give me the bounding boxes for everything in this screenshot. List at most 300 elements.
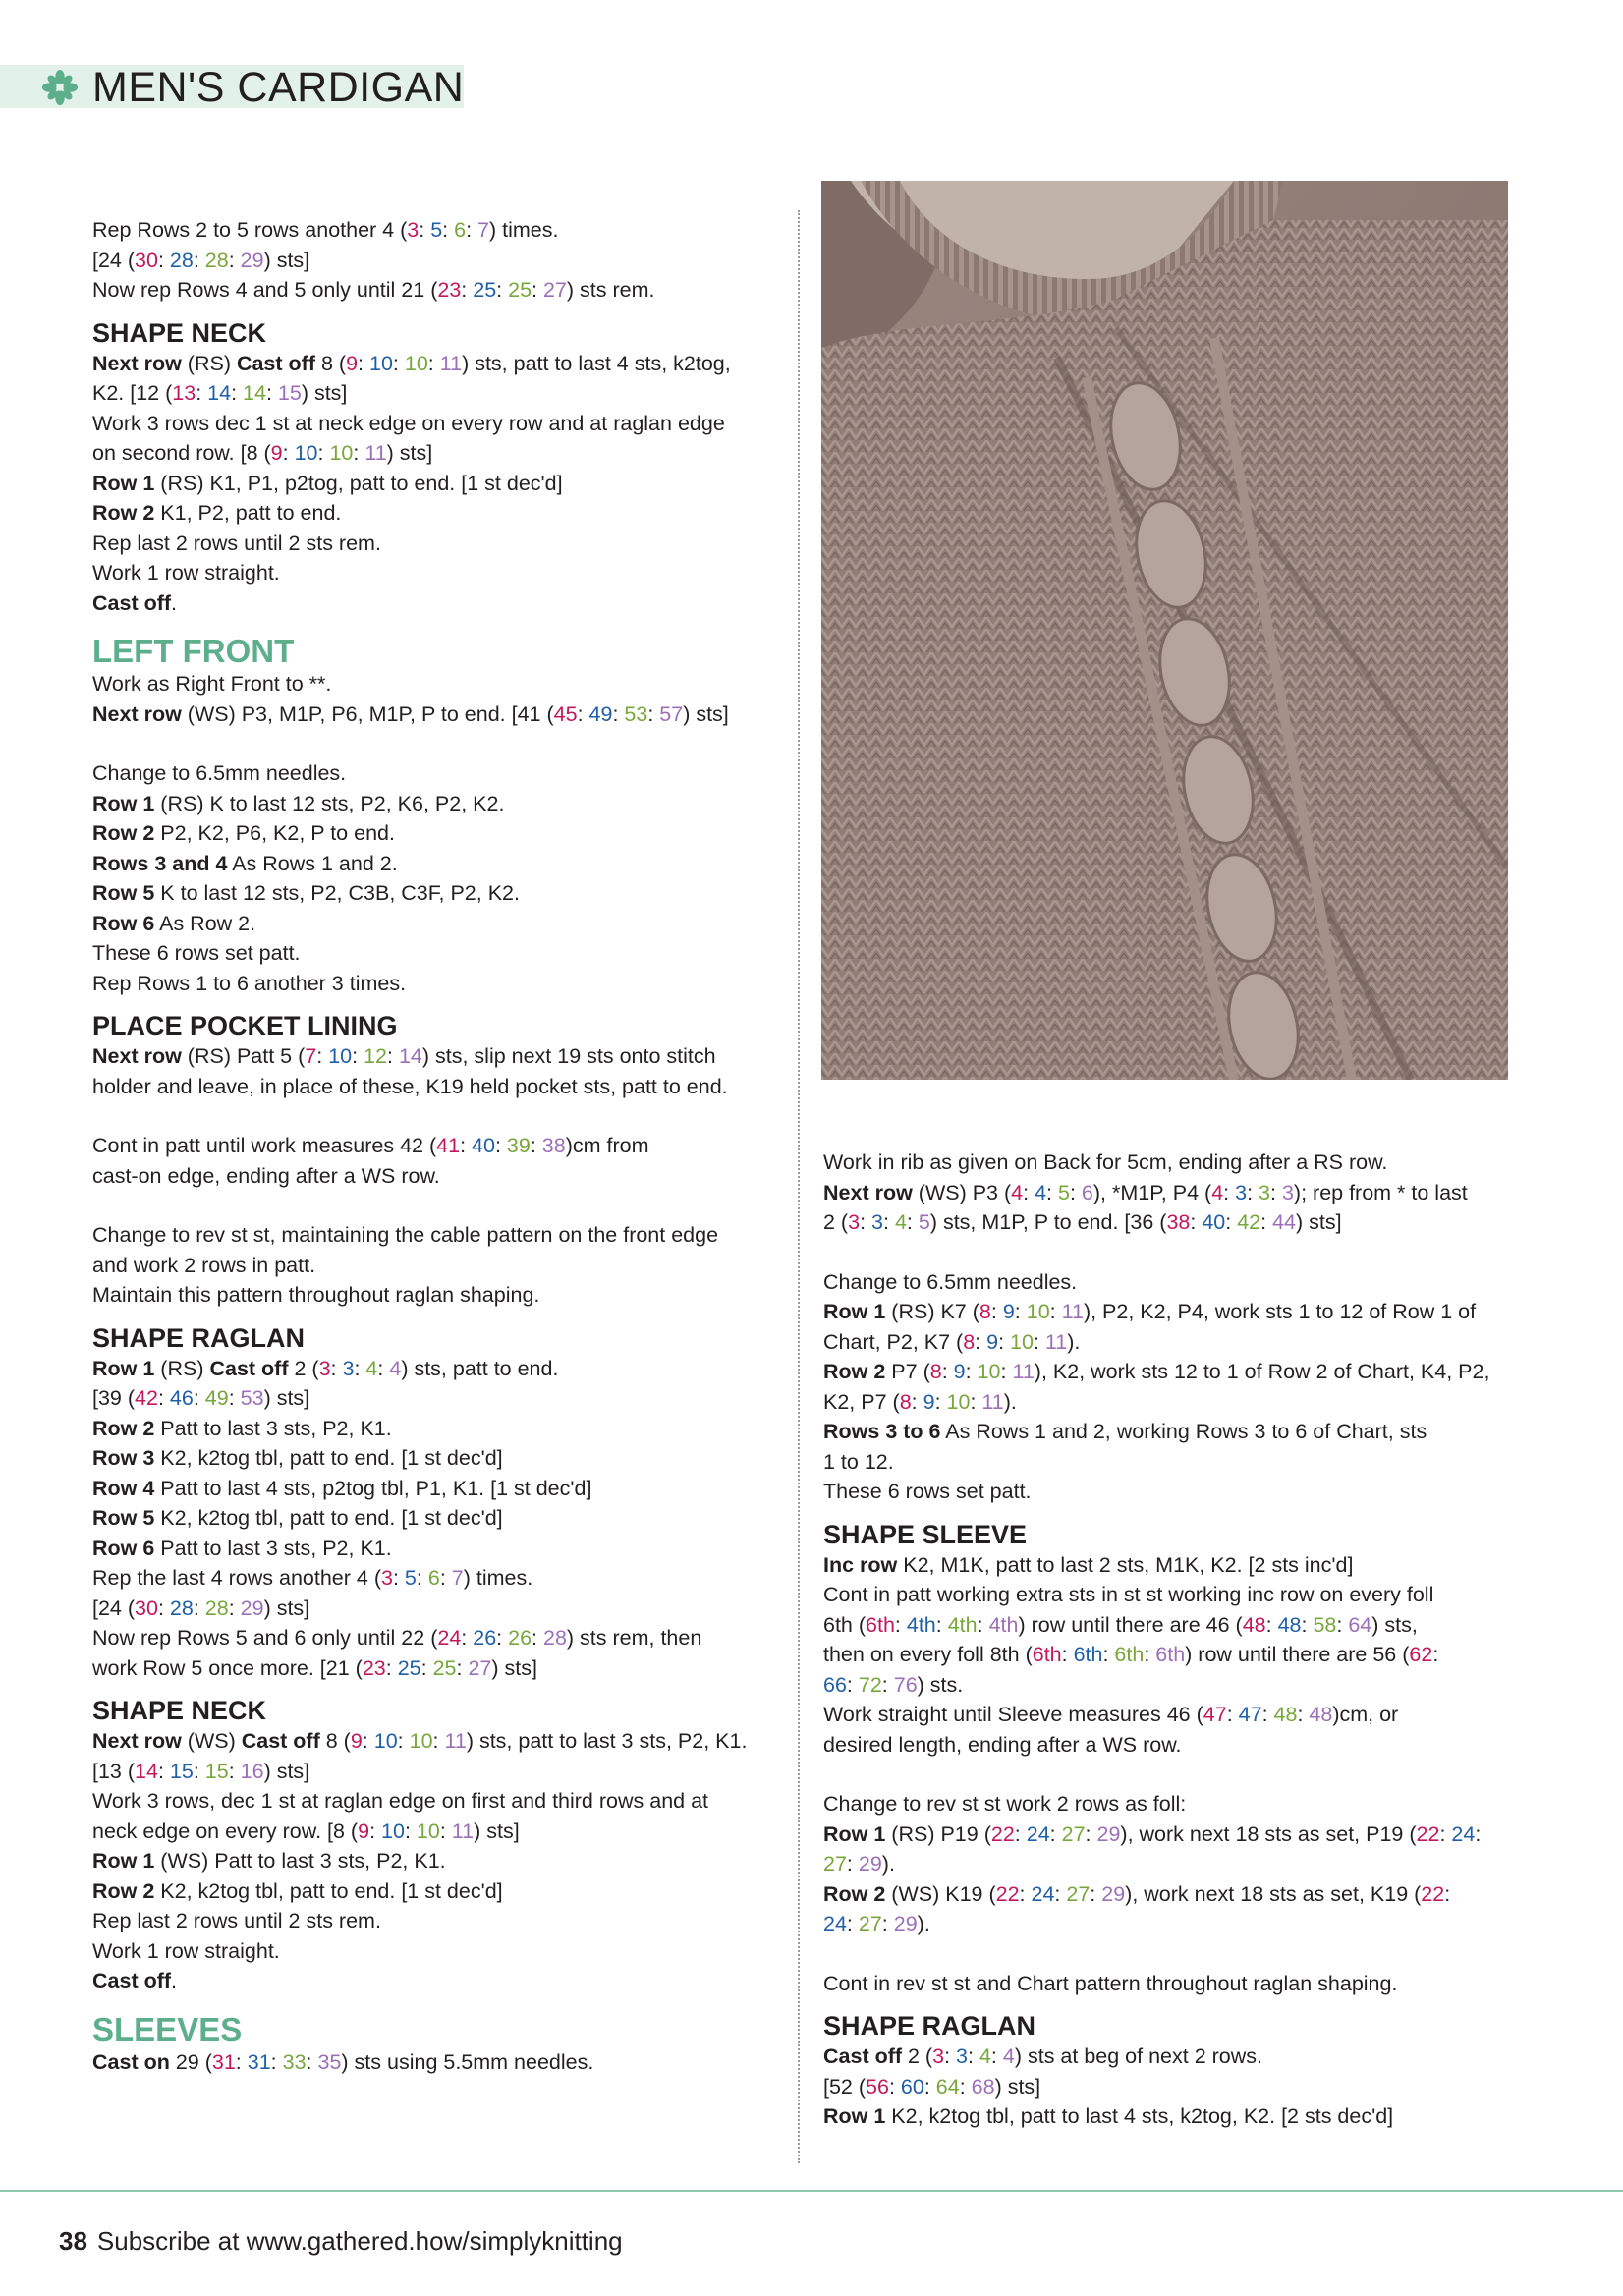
right-column [823, 1148, 1511, 2132]
text-segment: : [228, 1386, 241, 1410]
bold-term: Row 5 [92, 881, 155, 905]
text-segment: : [1069, 1180, 1082, 1204]
left-column [92, 215, 780, 2077]
text-segment: : [193, 1386, 205, 1410]
text-segment: Patt to last 3 sts, P2, K1. [154, 1536, 392, 1560]
instruction-line [92, 438, 780, 469]
text-segment: ) sts. [917, 1672, 964, 1697]
size-value: 48 [1309, 1703, 1333, 1726]
text-segment: : [1439, 1821, 1452, 1846]
text-segment: (RS) K1, P1, p2tog, patt to end. [1 st dec'd] [154, 471, 563, 495]
size-value: 25 [432, 1655, 457, 1680]
text-segment: : [1261, 1703, 1274, 1726]
instruction-line [92, 529, 780, 559]
text-segment: : [1247, 1180, 1259, 1204]
instruction-line [823, 1879, 1511, 1910]
text-segment: ) sts, patt to last 4 sts, k2tog, [462, 351, 731, 375]
text-segment: : [228, 1596, 241, 1620]
instruction-line [823, 1550, 1511, 1581]
text-segment: : [306, 2049, 318, 2074]
text-segment: : [647, 701, 660, 726]
text-segment: [13 ( [92, 1759, 136, 1783]
size-value: 11 [1012, 1360, 1035, 1383]
section-heading: SHAPE NECK [92, 317, 267, 348]
size-value: 31 [211, 2049, 236, 2074]
text-segment: : [228, 248, 241, 272]
text-segment: : [894, 1612, 907, 1637]
text-segment: K2, k2tog tbl, patt to end. [1 st dec'd] [154, 1506, 503, 1530]
text-segment: : [1225, 1210, 1238, 1234]
size-value: 4th [947, 1612, 978, 1637]
instruction-line [823, 1969, 1511, 1999]
size-value: 7 [305, 1044, 317, 1068]
subscribe-link[interactable]: Subscribe at www.gathered.how/simplyknitting [96, 2226, 623, 2256]
text-segment: Change to 6.5mm needles. [92, 761, 347, 785]
size-value: 6th [1073, 1643, 1103, 1666]
section-heading: SHAPE SLEEVE [823, 1519, 1028, 1549]
size-value: 66 [823, 1672, 847, 1697]
text-segment: : [354, 1356, 366, 1380]
text-segment: K2, M1K, patt to last 2 sts, M1K, K2. [2 sts inc'd] [897, 1552, 1354, 1577]
text-segment: (RS) [154, 1356, 210, 1380]
text-segment: ) sts] [683, 701, 729, 726]
instruction-line [92, 1474, 780, 1504]
size-value: 29 [893, 1912, 918, 1935]
bold-term: Cast off [92, 590, 172, 615]
size-value: 44 [1272, 1210, 1296, 1234]
text-segment: : [1023, 1180, 1035, 1204]
size-value: 14 [398, 1044, 422, 1068]
text-segment: (WS) Patt to last 3 sts, P2, K1. [154, 1849, 446, 1873]
instruction-line [92, 669, 780, 700]
paragraph-gap [92, 1101, 780, 1131]
text-segment: : [362, 1729, 374, 1753]
text-segment: (RS) K7 ( [885, 1300, 979, 1323]
text-segment: : [846, 1912, 859, 1935]
section-heading: SHAPE RAGLAN [823, 2011, 1036, 2041]
size-value: 29 [240, 248, 264, 272]
instruction-line [92, 1414, 780, 1444]
size-value: 12 [364, 1044, 387, 1068]
text-segment: : [1033, 1329, 1045, 1354]
text-segment: ), *M1P, P4 ( [1092, 1180, 1212, 1204]
size-value: 4 [1035, 1180, 1047, 1204]
instruction-line [92, 938, 780, 969]
size-value: 4 [389, 1356, 402, 1380]
text-segment: : [846, 1672, 859, 1697]
size-value: 3 [381, 1566, 393, 1590]
instruction-line [823, 1789, 1511, 1820]
text-segment: Rep Rows 2 to 5 rows another 4 ( [92, 218, 408, 242]
text-segment: Rep last 2 rows until 2 sts rem. [92, 1909, 381, 1932]
size-value: 6th [1114, 1643, 1145, 1666]
text-segment: ), P2, K2, P4, work sts 1 to 12 of Row 1 of [1083, 1300, 1477, 1323]
size-value: 40 [472, 1134, 495, 1157]
text-segment: Rep the last 4 rows another 4 ( [92, 1566, 381, 1590]
text-segment: : [157, 1759, 170, 1783]
instruction-line [92, 215, 780, 246]
instruction-line [823, 2101, 1511, 2132]
size-value: 40 [1202, 1210, 1226, 1234]
bold-term: Row 6 [92, 911, 155, 935]
size-value: 16 [240, 1759, 264, 1783]
text-segment: : [944, 2044, 957, 2068]
text-segment: : [1085, 1821, 1097, 1846]
instruction-line [92, 1072, 780, 1102]
text-segment: : [442, 218, 455, 242]
bold-term: Row 6 [92, 1536, 155, 1560]
instruction-line [92, 275, 780, 306]
instruction-line [92, 1161, 780, 1192]
size-value: 6th [1032, 1643, 1062, 1666]
bold-term: Cast off [236, 351, 315, 375]
size-value: 9 [358, 1819, 370, 1843]
text-segment: : [157, 248, 170, 272]
text-segment: : [1270, 1180, 1282, 1204]
text-segment: : [532, 1626, 543, 1650]
text-segment: : [377, 1356, 390, 1380]
size-value: 9 [346, 351, 359, 375]
size-value: 3 [318, 1356, 331, 1380]
instruction-line [92, 1220, 780, 1251]
paragraph-gap [823, 1760, 1511, 1789]
instruction-line [823, 2072, 1511, 2102]
text-segment: Work 1 row straight. [92, 1938, 280, 1963]
text-segment: Cont in rev st st and Chart pattern throughout raglan shaping. [823, 1971, 1398, 1995]
size-value: 35 [317, 2049, 342, 2074]
text-segment: : [934, 1389, 947, 1414]
size-value: 22 [1421, 1881, 1445, 1906]
instruction-line [92, 1966, 780, 1996]
size-value: 10 [368, 351, 393, 375]
text-segment: : [193, 1596, 205, 1620]
size-value: 38 [1166, 1210, 1191, 1234]
bold-term: Next row [92, 701, 182, 726]
size-value: 31 [247, 2049, 271, 2074]
instruction-line [92, 849, 780, 879]
section-heading: SLEEVES [92, 2010, 243, 2047]
text-segment: 1 to 12. [823, 1449, 894, 1474]
text-segment: Work 1 row straight. [92, 561, 280, 585]
text-segment: Change to 6.5mm needles. [823, 1269, 1078, 1294]
text-segment: ); rep from * to last [1293, 1180, 1468, 1204]
size-value: 30 [135, 1596, 158, 1620]
instruction-line [92, 378, 780, 409]
text-segment: : [196, 381, 208, 405]
instruction-line [823, 1447, 1511, 1478]
text-segment: ) sts rem. [566, 278, 655, 302]
text-segment: : [231, 381, 244, 405]
text-segment: Maintain this pattern throughout raglan shaping. [92, 1283, 540, 1307]
text-segment: Cont in patt until work measures 42 ( [92, 1134, 437, 1157]
text-segment: [39 ( [92, 1386, 136, 1410]
paragraph-gap [823, 1238, 1511, 1267]
bold-term: Row 5 [92, 1506, 155, 1530]
size-value: 10 [946, 1389, 971, 1414]
text-segment: : [496, 278, 509, 302]
size-value: 3 [956, 2044, 968, 2068]
size-value: 29 [1101, 1881, 1126, 1906]
text-segment: Work as Right Front to **. [92, 672, 332, 696]
size-value: 11 [1061, 1300, 1084, 1323]
text-segment: : [1336, 1612, 1349, 1637]
section-heading: PLACE POCKET LINING [92, 1011, 398, 1040]
text-segment: : [404, 1819, 417, 1843]
instruction-line [92, 469, 780, 499]
bold-term: Row 4 [92, 1476, 155, 1500]
size-value: 9 [953, 1360, 966, 1383]
text-segment: : [419, 218, 431, 242]
text-segment: ), work next 18 sts as set, K19 ( [1125, 1881, 1422, 1906]
text-segment: : [1190, 1210, 1203, 1234]
size-value: 5 [430, 218, 443, 242]
size-value: 42 [135, 1386, 158, 1410]
text-segment: Work 3 rows dec 1 st at neck edge on every row and at raglan edge [92, 411, 725, 435]
size-value: 6 [427, 1566, 440, 1590]
size-value: 41 [436, 1134, 461, 1157]
text-segment: Chart, P2, K7 ( [823, 1329, 964, 1354]
text-segment: : [386, 1044, 399, 1068]
text-segment: ) sts using 5.5mm needles. [341, 2049, 594, 2074]
text-segment: 29 ( [169, 2049, 212, 2074]
text-segment: : [1049, 1821, 1062, 1846]
size-value: 23 [362, 1655, 386, 1680]
text-segment: : [385, 1655, 398, 1680]
size-value: 5 [918, 1210, 930, 1234]
instruction-line [823, 1297, 1511, 1327]
instruction-line [92, 789, 780, 819]
text-segment: : [888, 2074, 901, 2099]
text-segment: ) sts] [386, 441, 433, 465]
column-divider [798, 210, 800, 2163]
text-segment: : [330, 1356, 343, 1380]
bold-term: Row 1 [823, 1300, 886, 1323]
page-number: 38 [59, 2226, 87, 2256]
text-segment: : [316, 1044, 329, 1068]
size-value: 26 [508, 1626, 532, 1650]
bold-term: Row 1 [823, 1821, 886, 1846]
paragraph-gap [92, 1191, 780, 1220]
size-value: 26 [473, 1626, 497, 1650]
size-value: 3 [1235, 1180, 1248, 1204]
text-segment: Patt to last 4 sts, p2tog tbl, P1, K1. [1 st dec'd] [154, 1476, 592, 1500]
size-value: 10 [1010, 1329, 1034, 1354]
size-value: 4 [894, 1210, 907, 1234]
instruction-line [823, 1148, 1511, 1178]
text-segment: : [1000, 1360, 1013, 1383]
text-segment: (WS) P3 ( [912, 1180, 1012, 1204]
instruction-line [92, 1280, 780, 1311]
size-value: 14 [207, 381, 232, 405]
instruction-line [92, 818, 780, 849]
text-segment: ) sts, [1371, 1612, 1418, 1637]
size-value: 57 [659, 701, 684, 726]
instruction-line [92, 969, 780, 999]
section-heading: SHAPE RAGLAN [92, 1322, 306, 1353]
bold-term: Row 1 [92, 471, 155, 495]
size-value: 10 [404, 351, 428, 375]
bold-term: Next row [92, 1044, 182, 1068]
text-segment: : [532, 278, 543, 302]
size-value: 39 [506, 1134, 531, 1157]
text-segment: : [432, 1729, 445, 1753]
paragraph-gap [823, 1939, 1511, 1969]
instruction-line [92, 2047, 780, 2078]
text-segment: : [427, 351, 440, 375]
size-value: 29 [858, 1852, 882, 1876]
size-value: 10 [373, 1729, 398, 1753]
text-segment: (RS) K to last 12 sts, P2, K6, P2, K2. [154, 791, 505, 815]
text-segment: ) sts] [263, 1386, 310, 1410]
text-segment: holder and leave, in place of these, K19 held pocket sts, patt to end. [92, 1074, 728, 1098]
bold-term: Row 3 [92, 1446, 155, 1470]
text-segment: : [270, 2049, 283, 2074]
text-segment: ) sts] [263, 1759, 310, 1783]
text-segment: : [461, 278, 474, 302]
text-segment: )cm from [565, 1134, 649, 1157]
text-segment: ) sts, M1P, P to end. [36 ( [929, 1210, 1167, 1234]
text-segment: : [353, 441, 365, 465]
text-segment: : [975, 1329, 987, 1354]
text-segment: ), K2, work sts 12 to 1 of Row 2 of Chart, K4, P2, [1034, 1360, 1490, 1383]
text-segment: P2, K2, P6, K2, P to end. [154, 821, 395, 845]
size-value: 56 [866, 2074, 889, 2099]
size-value: 28 [204, 1596, 229, 1620]
bold-term: Rows 3 and 4 [92, 851, 228, 875]
instruction-line [92, 1251, 780, 1281]
instruction-line [92, 1131, 780, 1161]
text-segment: : [460, 1134, 473, 1157]
text-segment: : [439, 1819, 452, 1843]
size-value: 6th [1155, 1643, 1186, 1666]
instruction-line [92, 1383, 780, 1414]
text-segment: K1, P2, patt to end. [154, 501, 342, 525]
text-segment: ) sts, patt to last 3 sts, P2, K1. [466, 1729, 748, 1753]
text-segment: (RS) [181, 351, 237, 375]
sweater-illustration [821, 181, 1508, 1080]
instruction-line [92, 1041, 780, 1072]
instruction-line [92, 1653, 780, 1684]
text-segment: : [1049, 1300, 1062, 1323]
text-segment: K to last 12 sts, P2, C3B, C3F, P2, K2. [154, 881, 520, 905]
text-segment: ), work next 18 sts as set, P19 ( [1120, 1821, 1417, 1846]
instruction-line [92, 878, 780, 909]
size-value: 9 [270, 441, 283, 465]
instruction-line [823, 1207, 1511, 1238]
text-segment: ) sts, slip next 19 sts onto stitch [421, 1044, 716, 1068]
text-segment: : [968, 2044, 979, 2068]
size-value: 8 [929, 1360, 942, 1383]
text-segment: : [612, 701, 625, 726]
size-value: 58 [1313, 1612, 1337, 1637]
text-segment: : [369, 1819, 382, 1843]
size-value: 10 [1026, 1300, 1050, 1323]
size-value: 25 [508, 278, 532, 302]
text-segment: : [911, 1389, 923, 1414]
text-segment: : [466, 218, 478, 242]
size-value: 3 [407, 218, 420, 242]
text-segment: ) sts] [1295, 1210, 1342, 1234]
size-value: 5 [1058, 1180, 1070, 1204]
bold-term: Row 2 [92, 501, 155, 525]
text-segment: ) sts at beg of next 2 rows. [1014, 2044, 1262, 2068]
text-segment: : [265, 381, 278, 405]
size-value: 8 [899, 1389, 912, 1414]
size-value: 24 [437, 1626, 462, 1650]
text-segment: )cm, or [1332, 1703, 1399, 1726]
paragraph-gap [92, 729, 780, 758]
size-value: 5 [404, 1566, 417, 1590]
size-value: 24 [823, 1912, 847, 1935]
size-value: 4th [906, 1612, 936, 1637]
size-value: 29 [1096, 1821, 1121, 1846]
instruction-line [92, 409, 780, 439]
instruction-line [92, 909, 780, 939]
text-segment: : [1226, 1703, 1239, 1726]
text-segment: : [496, 1626, 509, 1650]
size-value: 3 [1281, 1180, 1294, 1204]
size-value: 15 [204, 1759, 229, 1783]
size-value: 9 [923, 1389, 935, 1414]
instruction-line [92, 1594, 780, 1624]
size-value: 10 [294, 441, 318, 465]
size-value: 3 [932, 2044, 945, 2068]
instruction-line [823, 1327, 1511, 1358]
instruction-line [92, 1534, 780, 1564]
text-segment: Rep last 2 rows until 2 sts rem. [92, 531, 381, 555]
size-value: 64 [1348, 1612, 1372, 1637]
size-value: 47 [1203, 1703, 1227, 1726]
text-segment: Now rep Rows 5 and 6 only until 22 ( [92, 1626, 438, 1650]
text-segment: : [439, 1566, 452, 1590]
size-value: 10 [381, 1819, 405, 1843]
text-segment: : [235, 2049, 248, 2074]
text-segment: ) row until there are 56 ( [1185, 1643, 1410, 1666]
text-segment: : [1014, 1300, 1027, 1323]
instruction-line [823, 1267, 1511, 1298]
size-value: 10 [329, 441, 354, 465]
size-value: 7 [477, 218, 489, 242]
instruction-line [92, 1623, 780, 1653]
text-segment: : [317, 441, 330, 465]
text-segment: ) sts] [491, 1655, 537, 1680]
text-segment: [52 ( [823, 2074, 867, 2099]
size-value: 4th [988, 1612, 1019, 1637]
size-value: 9 [986, 1329, 999, 1354]
size-value: 13 [172, 381, 196, 405]
bold-term: Row 1 [823, 2104, 886, 2128]
instruction-line [823, 2042, 1511, 2072]
text-segment: ) sts] [301, 381, 348, 405]
size-value: 27 [823, 1852, 847, 1876]
instruction-line [92, 1503, 780, 1534]
text-segment: : [1301, 1612, 1314, 1637]
text-segment: As Row 2. [154, 911, 256, 935]
text-segment: ) times. [489, 218, 559, 242]
bold-term: Row 2 [92, 821, 155, 845]
size-value: 11 [451, 1819, 475, 1843]
text-segment: : [577, 701, 589, 726]
size-value: 24 [1026, 1821, 1050, 1846]
size-value: 30 [135, 248, 158, 272]
text-segment: 2 ( [902, 2044, 933, 2068]
text-segment: : [941, 1360, 954, 1383]
instruction-line [823, 1700, 1511, 1730]
size-value: 60 [900, 2074, 924, 2099]
instruction-line [92, 1846, 780, 1876]
size-value: 27 [1061, 1821, 1086, 1846]
size-value: 33 [282, 2049, 307, 2074]
